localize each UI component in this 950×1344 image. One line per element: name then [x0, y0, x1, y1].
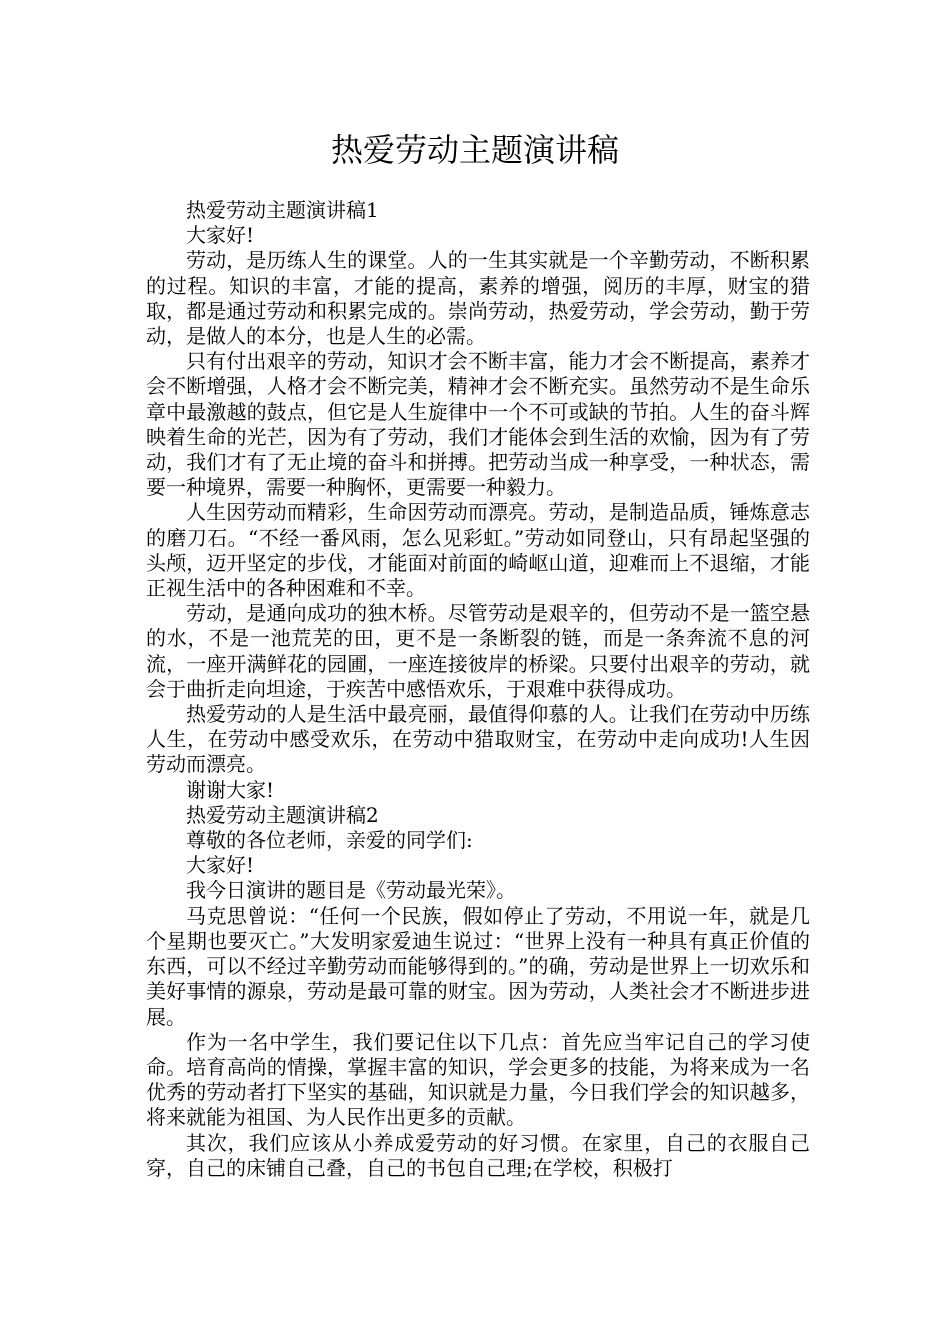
paragraph-topic: 我今日演讲的题目是《劳动最光荣》。	[186, 878, 516, 903]
paragraph-salutation: 尊敬的各位老师，亲爱的同学们:	[186, 828, 473, 853]
paragraph-speech-2-heading: 热爱劳动主题演讲稿2	[186, 802, 379, 827]
paragraph-speech-1-heading: 热爱劳动主题演讲稿1	[186, 198, 379, 222]
paragraph: 劳动，是历练人生的课堂。人的一生其实就是一个辛勤劳动，不断积累的过程。知识的丰富，才能的提高，素养的增强，阅历的丰厚，财宝的猎取，都是通过劳动和积累完成的。崇尚劳动，热爱劳动，学会劳动，勤于劳动，是做人的本分，也是人生的必需。	[146, 248, 810, 349]
paragraph-greeting: 大家好!	[186, 853, 255, 878]
paragraph: 劳动，是通向成功的独木桥。尽管劳动是艰辛的，但劳动不是一篮空悬的水，不是一池荒芜的田，更不是一条断裂的链，而是一条奔流不息的河流，一座开满鲜花的园圃，一座连接彼岸的桥梁。只要付出艰辛的劳动，就会于曲折走向坦途，于疾苦中感悟欢乐，于艰难中获得成功。	[146, 601, 810, 701]
paragraph: 热爱劳动的人是生活中最亮丽，最值得仰慕的人。让我们在劳动中历练人生，在劳动中感受欢乐，在劳动中猎取财宝，在劳动中走向成功!人生因劳动而漂亮。	[146, 702, 810, 777]
paragraph: 只有付出艰辛的劳动，知识才会不断丰富，能力才会不断提高，素养才会不断增强，人格才会不断完美，精神才会不断充实。虽然劳动不是生命乐章中最激越的鼓点，但它是人生旋律中一个不可或缺的节拍。人生的奋斗辉映着生命的光芒，因为有了劳动，我们才能体会到生活的欢愉，因为有了劳动，我们才有了无止境的奋斗和拼搏。把劳动当成一种享受，一种状态，需要一种境界，需要一种胸怀，更需要一种毅力。	[146, 349, 810, 500]
paragraph-greeting: 大家好!	[186, 223, 255, 248]
paragraph: 人生因劳动而精彩，生命因劳动而漂亮。劳动，是制造品质，锤炼意志的磨刀石。“不经一番风雨，怎么见彩虹。”劳动如同登山，只有昂起坚强的头颅，迈开坚定的步伐，才能面对前面的崎岖山道，迎难而上不退缩，才能正视生活中的各种困难和不幸。	[146, 500, 810, 601]
document-title: 热爱劳动主题演讲稿	[330, 131, 619, 169]
document-body	[146, 198, 810, 1181]
paragraph: 作为一名中学生，我们要记住以下几点：首先应当牢记自己的学习使命。培育高尚的情操，掌握丰富的知识，学会更多的技能，为将来成为一名优秀的劳动者打下坚实的基础，知识就是力量，今日我们学会的知识越多，将来就能为祖国、为人民作出更多的贡献。	[146, 1029, 810, 1130]
paragraph-thanks: 谢谢大家!	[186, 777, 275, 802]
paragraph: 马克思曾说：“任何一个民族，假如停止了劳动，不用说一年，就是几个星期也要灭亡。”大发明家爱迪生说过：“世界上没有一种具有真正价值的东西，可以不经过辛勤劳动而能够得到的。”的确，劳动是世界上一切欢乐和美好事情的源泉，劳动是最可靠的财宝。因为劳动，人类社会才不断进步进展。	[146, 903, 810, 1029]
paragraph: 其次，我们应该从小养成爱劳动的好习惯。在家里，自己的衣服自己穿，自己的床铺自己叠，自己的书包自己理;在学校，积极打	[146, 1130, 810, 1180]
